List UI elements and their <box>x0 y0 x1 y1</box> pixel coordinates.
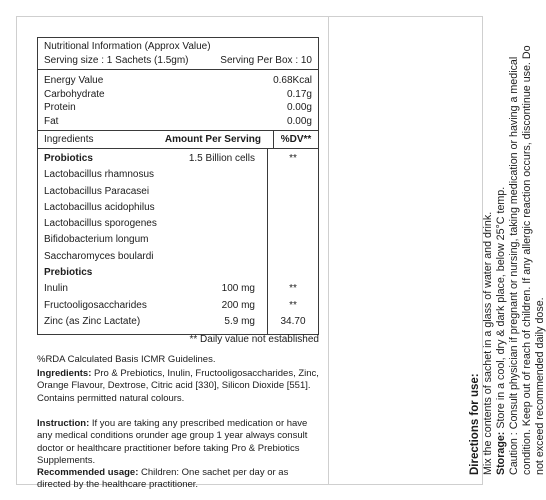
usage-paragraph <box>37 467 322 492</box>
ingredient-amount: 200 mg <box>221 299 255 311</box>
instruction-label: Instruction: <box>37 418 90 429</box>
nutrient-section <box>38 70 318 131</box>
ingredient-amount <box>164 184 267 200</box>
ingredient-name: Prebiotics <box>44 267 93 279</box>
ingredient-row <box>38 216 267 232</box>
nutrient-row <box>38 101 318 115</box>
ingredient-name: Lactobacillus rhamnosus <box>44 169 155 181</box>
ingredient-row <box>38 232 267 248</box>
ingredient-row <box>38 184 267 200</box>
ingredient-amount: 5.9 mg <box>224 315 255 327</box>
nutrient-name: Fat <box>44 115 59 127</box>
ingredient-name: Inulin <box>44 283 68 295</box>
ingredient-name: Fructooligosaccharides <box>44 299 147 311</box>
ingredient-name: Saccharomyces boulardi <box>44 250 154 262</box>
ingredient-name: Lactobacillus acidophilus <box>44 201 155 213</box>
usage-text: Children: One sachet per day or as directed by the healthcare practitioner. <box>37 467 289 491</box>
serving-section <box>38 38 318 70</box>
dv-value: ** <box>289 299 297 311</box>
ingredient-amount <box>164 249 267 265</box>
nutrient-value: 0.68Kcal <box>273 75 312 86</box>
dv-header-label: %DV** <box>280 134 312 145</box>
caution-text: Caution : Consult physician if pregnant or nursing, taking medication or having a medical condition. Keep out of reach of children. If any allergic reaction occurs, discontinue use. Do not exceed recommended daily dose. <box>507 45 546 475</box>
ingredient-row <box>38 298 267 314</box>
dv-value <box>268 249 318 265</box>
nutrition-table <box>37 37 319 335</box>
directions-panel <box>469 35 546 475</box>
directions-text: Mix the contents of sachet in a glass of water and drink. <box>481 211 494 475</box>
ingredient-amount <box>164 200 267 216</box>
nutrient-name: Carbohydrate <box>44 88 105 100</box>
dv-value: ** <box>289 283 297 295</box>
ingredient-row <box>38 314 267 330</box>
ingredient-name: Lactobacillus sporogenes <box>44 218 157 230</box>
directions-title: Directions for use: <box>469 373 481 475</box>
ingredients-label: Ingredients: <box>37 368 92 379</box>
ingredient-row <box>38 200 267 216</box>
ingredient-name: Lactobacillus Paracasei <box>44 185 150 197</box>
ingredient-amount <box>164 232 267 248</box>
storage-line <box>495 35 508 475</box>
usage-label: Recommended usage: <box>37 467 139 478</box>
ingredient-row <box>38 265 267 281</box>
amount-header-label: Amount Per Serving <box>144 131 274 148</box>
ingredients-header <box>38 131 318 149</box>
ingredients-body <box>38 149 318 334</box>
ingredient-row <box>38 249 267 265</box>
dv-value <box>268 184 318 200</box>
dv-value <box>268 200 318 216</box>
dv-value: ** <box>289 153 297 164</box>
nutrient-value: 0.17g <box>286 88 312 100</box>
instruction-text: If you are taking any prescribed medication or have any medical conditions orunder age group 1 year always consult doctor or healthcare practitioner before taking Pro & Prebiotics Supplements. <box>37 418 308 466</box>
serving-size: Serving size : 1 Sachets (1.5gm) <box>44 54 189 66</box>
nutrient-name: Energy Value <box>44 75 104 86</box>
dv-value <box>268 265 318 281</box>
ingredients-paragraph <box>37 368 322 405</box>
nutrition-title: Nutritional Information (Approx Value) <box>44 41 211 52</box>
nutrient-row <box>38 115 318 129</box>
dv-value: 34.70 <box>280 315 306 327</box>
ingredient-amount <box>164 167 267 183</box>
nutrient-value: 0.00g <box>286 102 312 113</box>
ingredient-amount <box>164 265 267 281</box>
ingredient-amount: 1.5 Billion cells <box>188 153 255 164</box>
ingredient-amount: 100 mg <box>221 283 255 295</box>
dv-value <box>268 232 318 248</box>
nutrient-value: 0.00g <box>286 115 312 127</box>
ingredient-name: Zinc (as Zinc Lactate) <box>44 315 141 327</box>
panel-divider <box>328 16 329 485</box>
ingredient-row <box>38 167 267 183</box>
ingredient-amount <box>164 216 267 232</box>
nutrient-row <box>38 88 318 102</box>
ingredients-text: Pro & Prebiotics, Inulin, Fructooligosaccharides, Zinc, Orange Flavour, Dextrose, Citric acid [330], Silicon Dioxide [551]. Contains permitted natural colours. <box>37 368 319 404</box>
storage-text: Store in a cool, dry & dark place, below 25°C temp. <box>494 186 507 432</box>
nutrient-name: Protein <box>44 102 76 113</box>
rda-note: %RDA Calculated Basis ICMR Guidelines. <box>37 354 216 365</box>
serving-per-box: Serving Per Box : 10 <box>220 54 312 66</box>
ingredients-header-label: Ingredients <box>44 134 94 145</box>
ingredient-row <box>38 281 267 297</box>
dv-value <box>268 167 318 183</box>
instruction-paragraph <box>37 418 322 467</box>
ingredient-name: Probiotics <box>44 153 93 164</box>
nutrient-row <box>38 74 318 88</box>
ingredient-name: Bifidobacterium longum <box>44 234 149 246</box>
storage-label: Storage: <box>494 431 507 475</box>
dv-value <box>268 216 318 232</box>
ingredient-row <box>38 151 267 167</box>
daily-value-note: ** Daily value not established <box>189 334 319 345</box>
